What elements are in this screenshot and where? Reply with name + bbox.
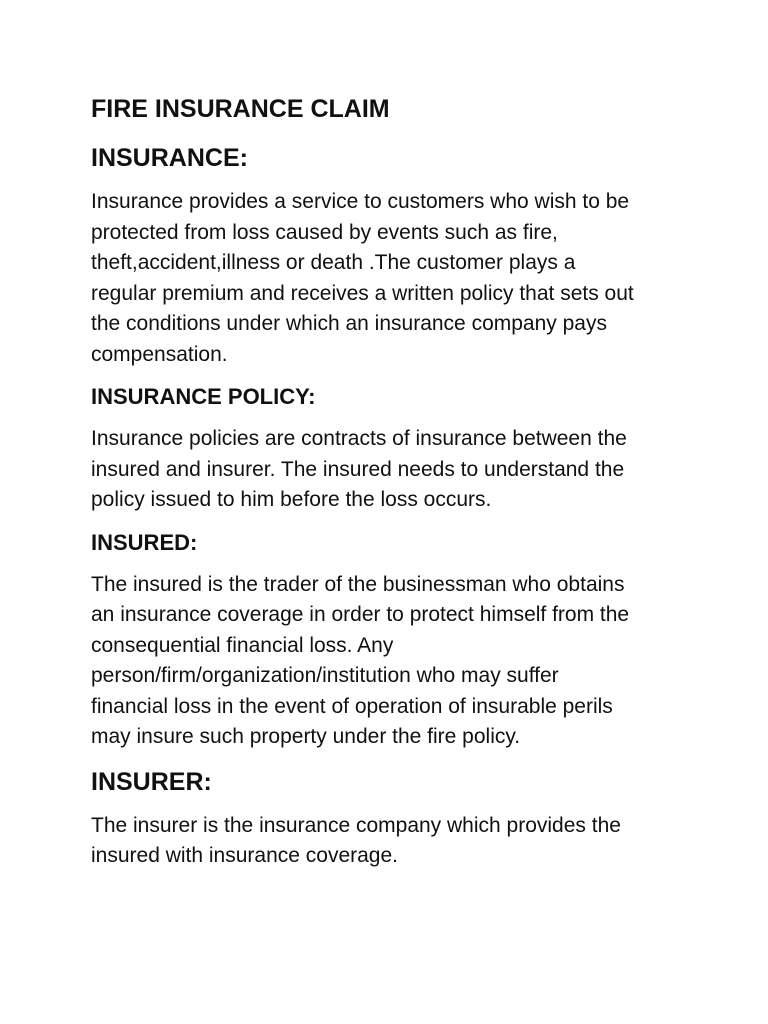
section-heading-insurance-policy: INSURANCE POLICY: (91, 384, 316, 409)
section-body-insured: The insured is the trader of the businessman who obtains an insurance coverage in order to protect himself from the consequential financial loss. Any person/firm/organization/institution who may suffer financial loss in the event of operation of insurable perils may insure such property under the fire policy. (91, 572, 630, 748)
document-title: FIRE INSURANCE CLAIM (91, 95, 390, 123)
section-heading-insurer: INSURER: (91, 767, 212, 796)
section-body-insurance: Insurance provides a service to customers who wish to be protected from loss caused by events such as fire, theft,accident,illness or death .The customer plays a regular premium and receives a written policy that sets out the conditions under which an insurance company pays compensation. (91, 190, 634, 366)
section-heading-insurance: INSURANCE: (91, 144, 248, 172)
section-body-insurance-policy: Insurance policies are contracts of insurance between the insured and insurer. The insured needs to understand the policy issued to him before the loss occurs. (91, 427, 627, 511)
document-page (91, 92, 691, 884)
section-body-insurer: The insurer is the insurance company which provides the insured with insurance coverage. (91, 813, 621, 867)
section-heading-insured: INSURED: (91, 529, 198, 555)
